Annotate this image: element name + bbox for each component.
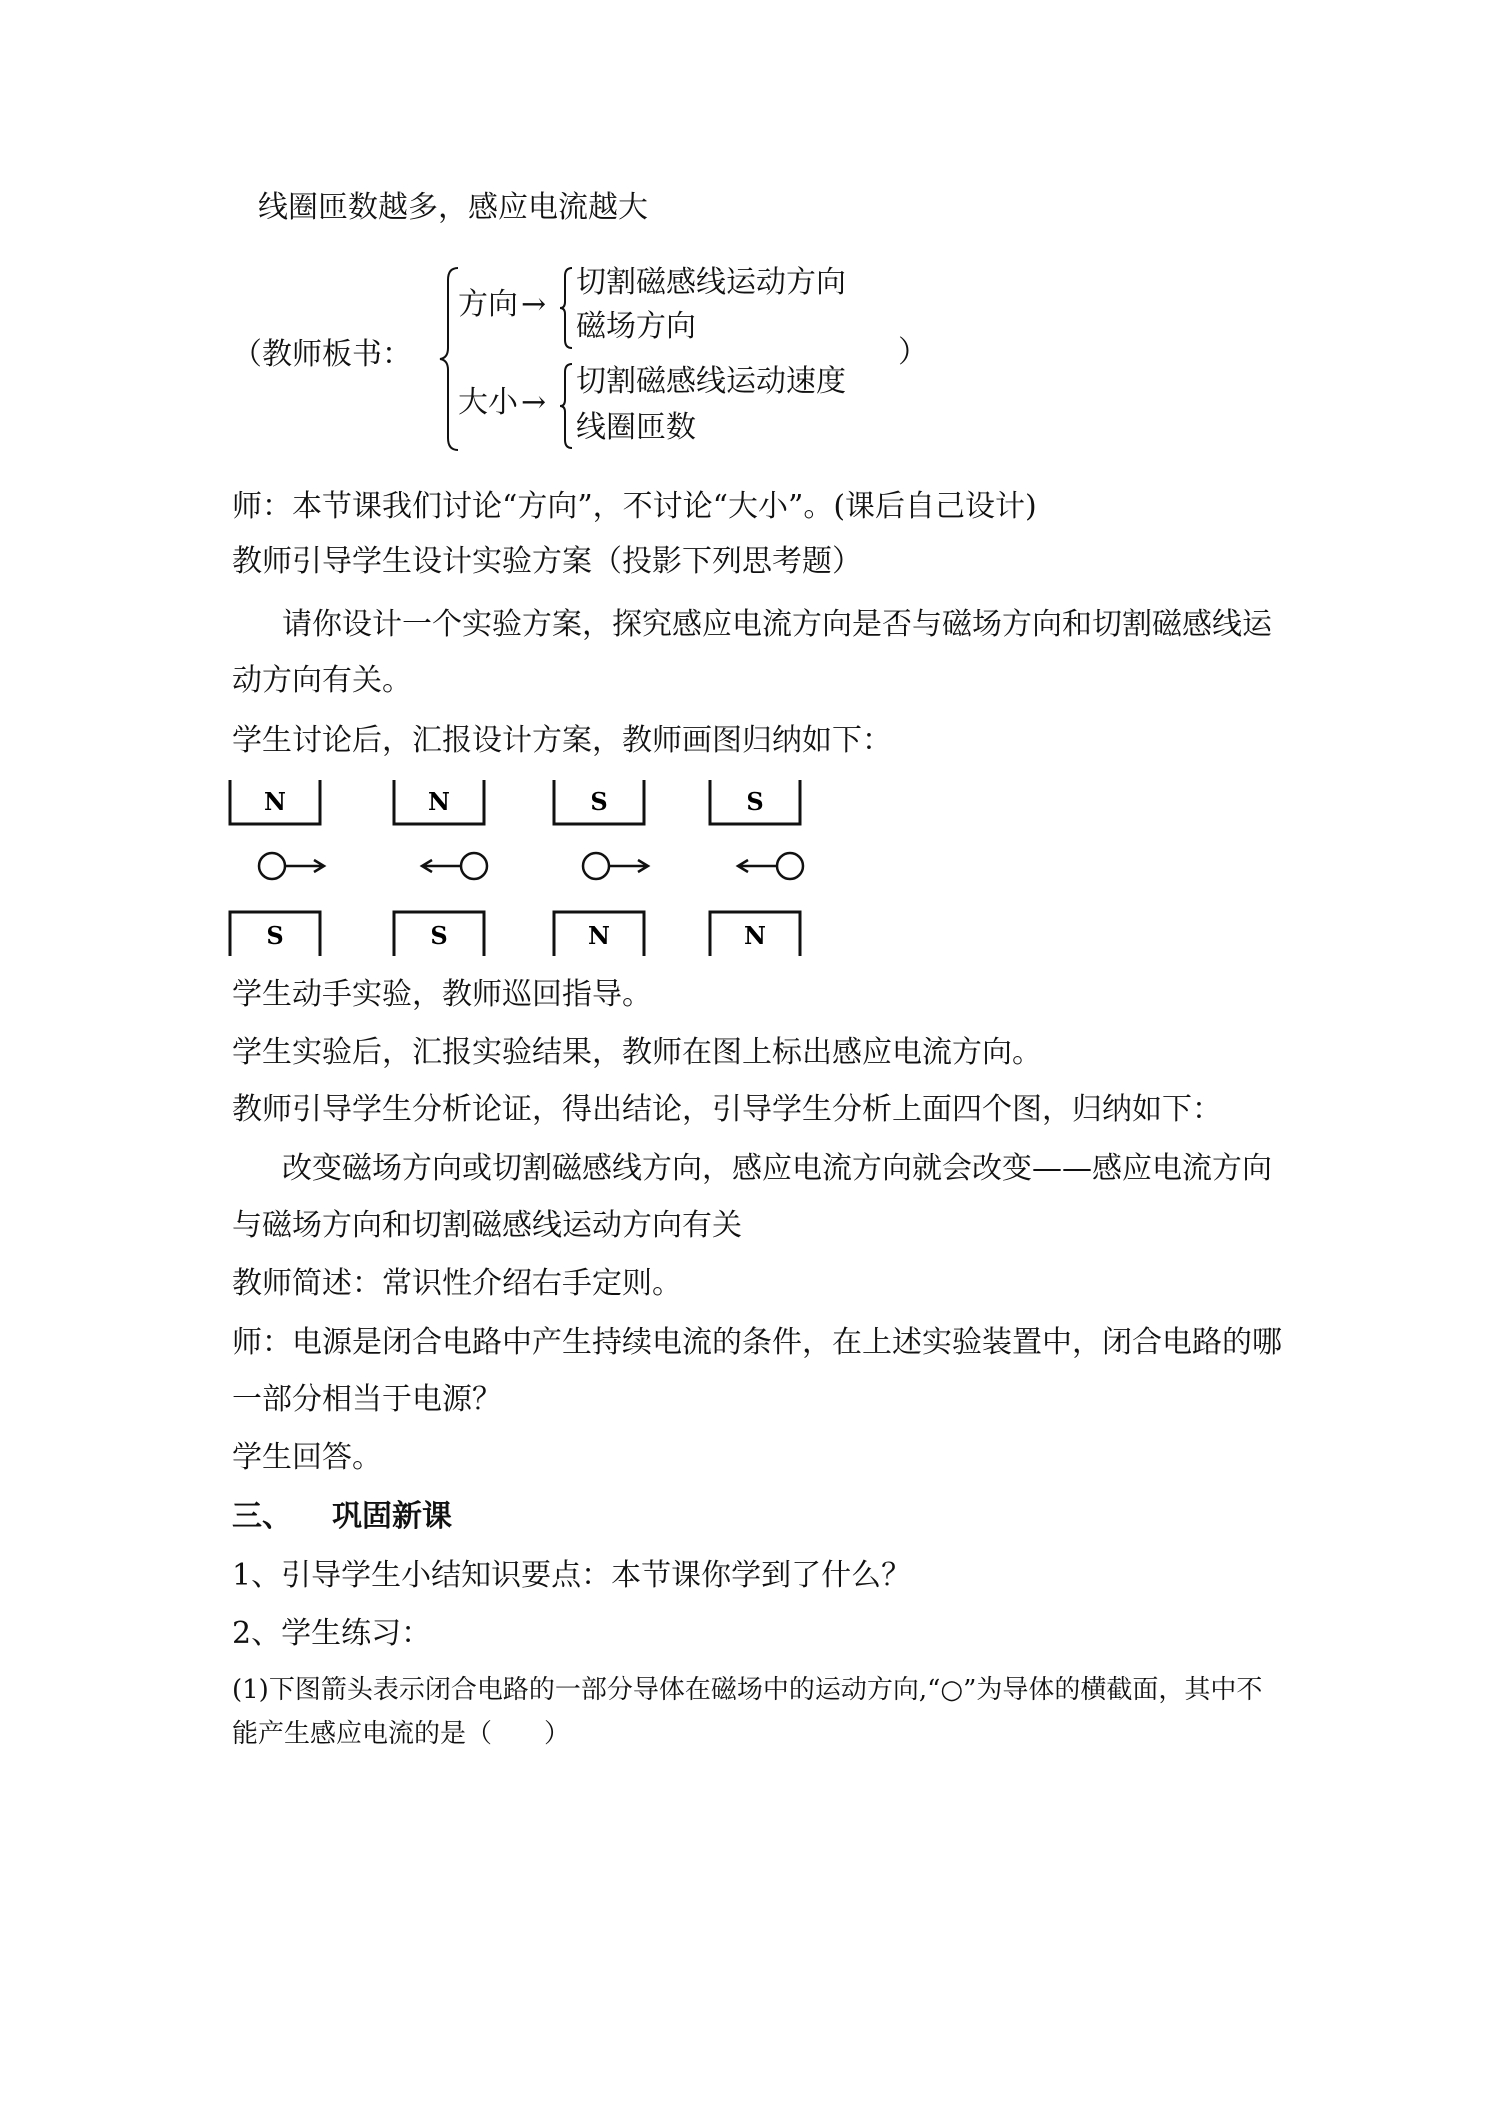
board-direction-item-2: 磁场方向: [576, 309, 696, 344]
magnet-top-label: N: [264, 787, 286, 816]
text-line-right-hand-rule: 教师简述：常识性介绍右手定则。: [232, 1266, 682, 1301]
text-line-task-1: 请你设计一个实验方案，探究感应电流方向是否与磁场方向和切割磁感线运: [282, 607, 1272, 642]
text-line-student-experiment: 学生动手实验，教师巡回指导。: [232, 977, 652, 1012]
magnet-bottom-label: S: [266, 921, 284, 950]
board-size-brace: [558, 362, 574, 450]
magnet-top-label: S: [746, 787, 764, 816]
text-line-coil-turns: 线圈匝数越多，感应电流越大: [258, 190, 648, 225]
board-direction-item-1: 切割磁感线运动方向: [576, 265, 846, 300]
text-line-conclusion-2: 与磁场方向和切割磁感线运动方向有关: [232, 1208, 742, 1243]
magnet-top-label: S: [590, 787, 608, 816]
magnet-diagram-2: [392, 780, 522, 970]
conductor-arrow-right-icon: [583, 853, 648, 879]
text-line-practice: 2、学生练习：: [232, 1616, 432, 1651]
conductor-arrow-left-icon: [422, 853, 487, 879]
magnet-top-label: N: [428, 787, 450, 816]
text-line-report-result: 学生实验后，汇报实验结果，教师在图上标出感应电流方向。: [232, 1035, 1042, 1070]
text-line-question-2: 能产生感应电流的是（ ）: [232, 1719, 571, 1749]
text-line-guide-design: 教师引导学生设计实验方案（投影下列思考题）: [232, 544, 862, 579]
board-prefix: （教师板书：: [232, 337, 412, 372]
section-number: 三、: [232, 1499, 292, 1534]
magnet-diagram-1: [228, 780, 358, 970]
magnet-bottom-label: S: [430, 921, 448, 950]
board-size-item-1: 切割磁感线运动速度: [576, 364, 846, 399]
board-size-item-2: 线圈匝数: [576, 410, 696, 445]
magnet-bottom-label: N: [744, 921, 766, 950]
text-line-power-source-2: 一部分相当于电源？: [232, 1382, 502, 1417]
arrow-right-icon: →: [521, 385, 547, 420]
board-direction-brace: [558, 266, 574, 350]
arrow-right-icon: →: [521, 287, 547, 322]
text-line-task-2: 动方向有关。: [232, 663, 412, 698]
text-line-student-discuss: 学生讨论后，汇报设计方案，教师画图归纳如下：: [232, 723, 892, 758]
board-size-label: 大小: [458, 385, 518, 420]
board-suffix: ）: [898, 335, 928, 370]
section-title: 巩固新课: [332, 1499, 452, 1534]
text-line-analyze: 教师引导学生分析论证，得出结论，引导学生分析上面四个图，归纳如下：: [232, 1092, 1222, 1127]
text-line-teacher-direction: 师：本节课我们讨论“方向”，不讨论“大小”。(课后自己设计): [232, 489, 1037, 524]
magnet-bottom-label: N: [588, 921, 610, 950]
magnet-diagram-4: [708, 780, 838, 970]
conductor-arrow-right-icon: [259, 853, 324, 879]
board-direction-label: 方向: [458, 287, 518, 322]
text-line-question-1: (1)下图箭头表示闭合电路的一部分导体在磁场中的运动方向,“○”为导体的横截面，其中不: [232, 1675, 1263, 1705]
conductor-arrow-left-icon: [738, 853, 803, 879]
text-line-power-source-1: 师：电源是闭合电路中产生持续电流的条件，在上述实验装置中，闭合电路的哪: [232, 1325, 1282, 1360]
magnet-diagram-3: [552, 780, 682, 970]
text-line-student-answer: 学生回答。: [232, 1440, 382, 1475]
text-line-conclusion-1: 改变磁场方向或切割磁感线方向，感应电流方向就会改变——感应电流方向: [282, 1151, 1272, 1186]
text-line-summary: 1、引导学生小结知识要点：本节课你学到了什么？: [232, 1558, 912, 1593]
